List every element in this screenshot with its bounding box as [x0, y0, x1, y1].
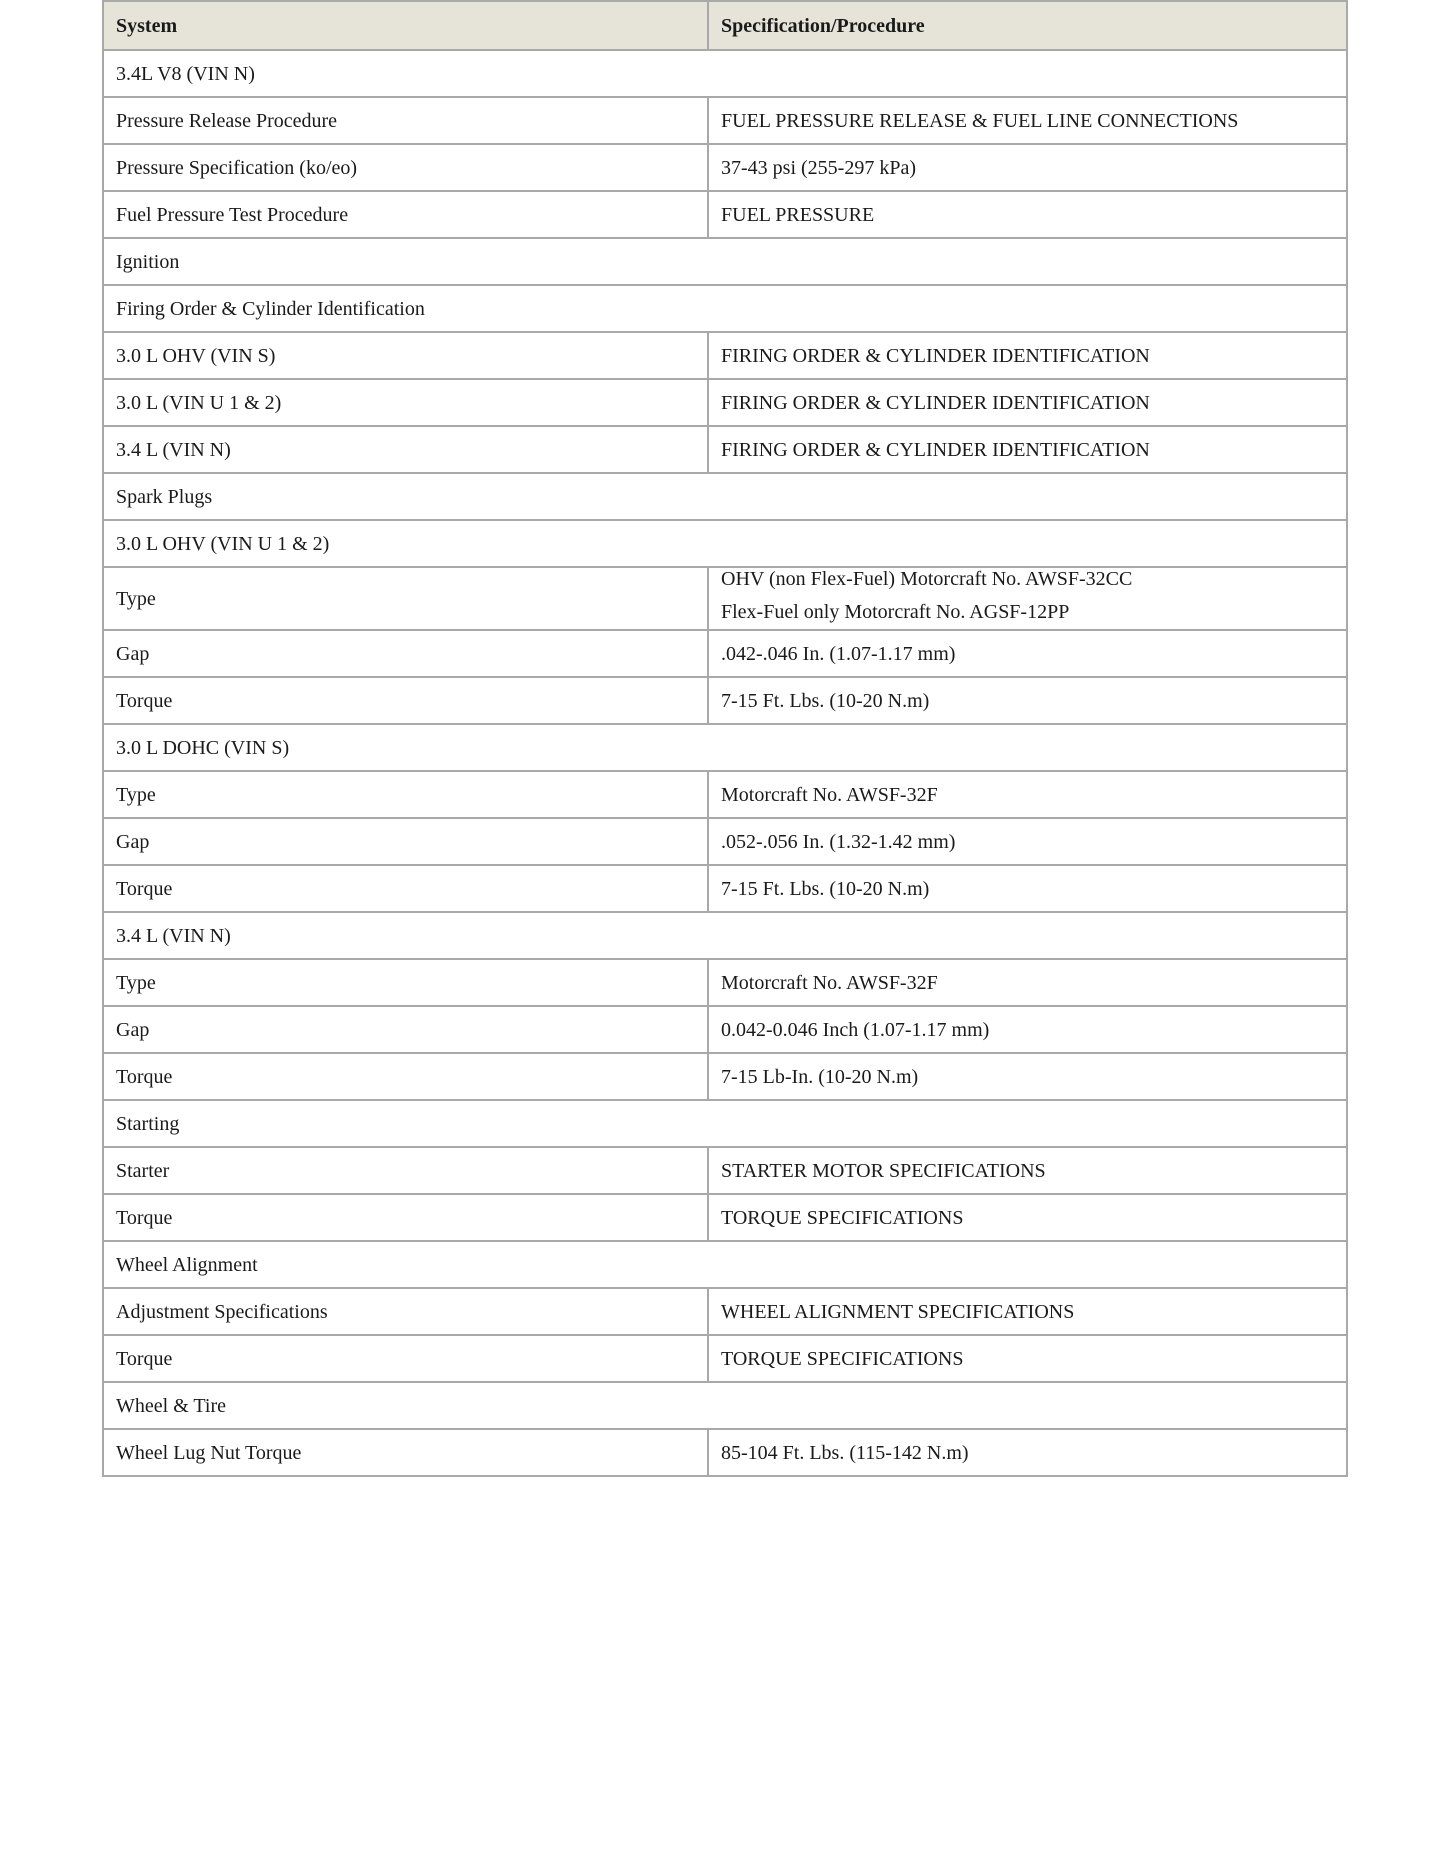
header-spec: Specification/Procedure [708, 1, 1347, 50]
section-row [103, 724, 1347, 771]
section-label: Ignition [103, 238, 1347, 285]
table-row [103, 959, 1347, 1006]
section-row [103, 238, 1347, 285]
table-row [103, 426, 1347, 473]
spec-cell: TORQUE SPECIFICATIONS [708, 1194, 1347, 1241]
system-cell: 3.4 L (VIN N) [103, 426, 708, 473]
spec-cell: .052-.056 In. (1.32-1.42 mm) [708, 818, 1347, 865]
spec-line: Flex-Fuel only Motorcraft No. AGSF-12PP [721, 601, 1070, 623]
spec-cell: 7-15 Lb-In. (10-20 N.m) [708, 1053, 1347, 1100]
system-cell: Adjustment Specifications [103, 1288, 708, 1335]
table-row [103, 1194, 1347, 1241]
section-label: 3.0 L DOHC (VIN S) [103, 724, 1347, 771]
system-cell: Gap [103, 818, 708, 865]
spec-cell: .042-.046 In. (1.07-1.17 mm) [708, 630, 1347, 677]
system-cell: Type [103, 771, 708, 818]
spec-cell: FUEL PRESSURE [708, 191, 1347, 238]
system-cell: Wheel Lug Nut Torque [103, 1429, 708, 1476]
section-label: 3.4L V8 (VIN N) [103, 50, 1347, 97]
table-row [103, 865, 1347, 912]
system-cell: Type [103, 567, 708, 630]
header-row [103, 1, 1347, 50]
spec-cell: TORQUE SPECIFICATIONS [708, 1335, 1347, 1382]
section-row [103, 473, 1347, 520]
table-body [103, 50, 1347, 1476]
section-row [103, 50, 1347, 97]
system-cell: 3.0 L (VIN U 1 & 2) [103, 379, 708, 426]
system-cell: Gap [103, 630, 708, 677]
system-cell: Torque [103, 1053, 708, 1100]
table-row [103, 144, 1347, 191]
system-cell: Pressure Release Procedure [103, 97, 708, 144]
spec-cell: Motorcraft No. AWSF-32F [708, 771, 1347, 818]
section-row [103, 520, 1347, 567]
spec-cell: 85-104 Ft. Lbs. (115-142 N.m) [708, 1429, 1347, 1476]
system-cell: 3.0 L OHV (VIN S) [103, 332, 708, 379]
spec-line: OHV (non Flex-Fuel) Motorcraft No. AWSF-32CC [721, 568, 1133, 590]
spec-cell: 7-15 Ft. Lbs. (10-20 N.m) [708, 677, 1347, 724]
section-label: Spark Plugs [103, 473, 1347, 520]
spec-cell [708, 567, 1347, 630]
spec-cell: 37-43 psi (255-297 kPa) [708, 144, 1347, 191]
section-label: Wheel Alignment [103, 1241, 1347, 1288]
section-row [103, 1241, 1347, 1288]
table-row [103, 191, 1347, 238]
table-row [103, 1147, 1347, 1194]
section-row [103, 285, 1347, 332]
table-row [103, 1053, 1347, 1100]
spec-cell: 0.042-0.046 Inch (1.07-1.17 mm) [708, 1006, 1347, 1053]
table-row [103, 567, 1347, 630]
section-label: 3.4 L (VIN N) [103, 912, 1347, 959]
system-cell: Type [103, 959, 708, 1006]
system-cell: Torque [103, 1194, 708, 1241]
section-label: 3.0 L OHV (VIN U 1 & 2) [103, 520, 1347, 567]
section-label: Wheel & Tire [103, 1382, 1347, 1429]
table-row [103, 677, 1347, 724]
header-system: System [103, 1, 708, 50]
system-cell: Torque [103, 677, 708, 724]
spec-cell: FIRING ORDER & CYLINDER IDENTIFICATION [708, 332, 1347, 379]
spec-cell: FUEL PRESSURE RELEASE & FUEL LINE CONNECTIONS [708, 97, 1347, 144]
table-row [103, 1335, 1347, 1382]
table-row [103, 1429, 1347, 1476]
spec-cell: FIRING ORDER & CYLINDER IDENTIFICATION [708, 379, 1347, 426]
table-row [103, 771, 1347, 818]
table-row [103, 97, 1347, 144]
table-row [103, 379, 1347, 426]
section-label: Firing Order & Cylinder Identification [103, 285, 1347, 332]
spec-cell: STARTER MOTOR SPECIFICATIONS [708, 1147, 1347, 1194]
section-row [103, 1382, 1347, 1429]
section-row [103, 912, 1347, 959]
system-cell: Torque [103, 865, 708, 912]
section-row [103, 1100, 1347, 1147]
system-cell: Torque [103, 1335, 708, 1382]
table-header [103, 1, 1347, 50]
spec-cell: Motorcraft No. AWSF-32F [708, 959, 1347, 1006]
table-row [103, 630, 1347, 677]
table-row [103, 1288, 1347, 1335]
spec-cell: FIRING ORDER & CYLINDER IDENTIFICATION [708, 426, 1347, 473]
spec-cell: WHEEL ALIGNMENT SPECIFICATIONS [708, 1288, 1347, 1335]
system-cell: Pressure Specification (ko/eo) [103, 144, 708, 191]
system-cell: Fuel Pressure Test Procedure [103, 191, 708, 238]
spec-cell: 7-15 Ft. Lbs. (10-20 N.m) [708, 865, 1347, 912]
spec-table [102, 0, 1348, 1477]
system-cell: Gap [103, 1006, 708, 1053]
table-row [103, 818, 1347, 865]
system-cell: Starter [103, 1147, 708, 1194]
table-row [103, 332, 1347, 379]
table-row [103, 1006, 1347, 1053]
section-label: Starting [103, 1100, 1347, 1147]
